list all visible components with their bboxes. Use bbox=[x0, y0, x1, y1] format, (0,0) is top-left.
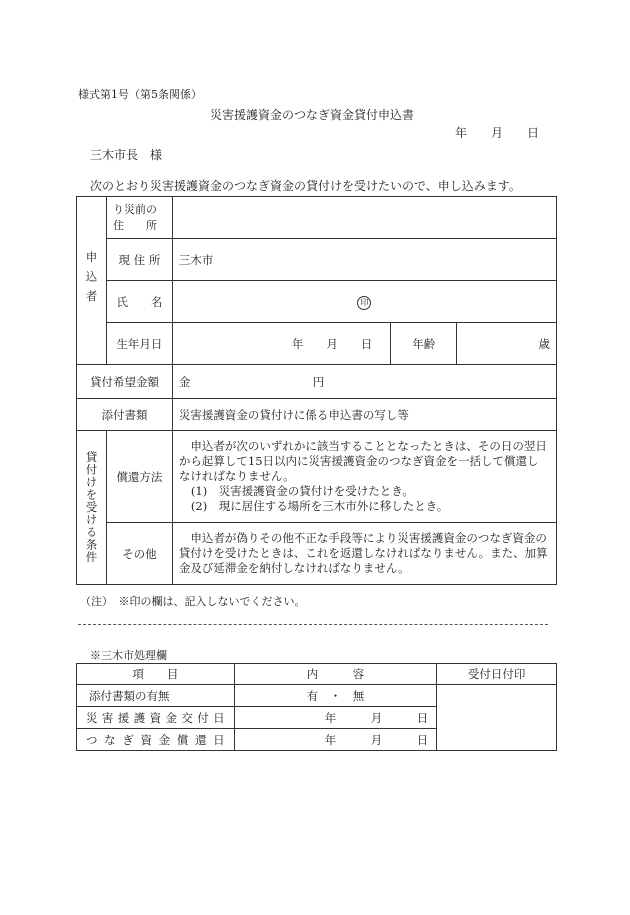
repayment-item-1: (1) 災害援護資金の貸付けを受けたとき。 bbox=[190, 484, 414, 498]
birthdate-label: 生年月日 bbox=[106, 323, 172, 365]
office-row-content[interactable]: 年 月 日 bbox=[234, 707, 437, 729]
current-address-field[interactable]: 三木市 bbox=[172, 239, 556, 281]
current-address-label: 現 住 所 bbox=[106, 239, 172, 281]
office-header-item: 項 目 bbox=[77, 664, 235, 685]
office-table bbox=[76, 663, 557, 751]
birthdate-field[interactable]: 年 月 日 bbox=[172, 323, 390, 365]
note: （注） ※印の欄は、記入しないでください。 bbox=[80, 595, 306, 608]
repayment-text-cell bbox=[172, 431, 556, 523]
repayment-text: 申込者が次のいずれかに該当することとなったときは、その日の翌日から起算して15日以内に災害援護資金のつなぎ資金を一括して償還しなければなりません。 bbox=[178, 439, 547, 483]
addressee: 三木市長 様 bbox=[90, 148, 163, 162]
repayment-item-2: (2) 現に居住する場所を三木市外に移したとき。 bbox=[190, 499, 449, 513]
age-label: 年齢 bbox=[391, 323, 457, 365]
office-row-item bbox=[77, 685, 235, 707]
reception-stamp-area[interactable] bbox=[437, 685, 557, 751]
pre-disaster-address-field[interactable] bbox=[172, 197, 556, 239]
cut-line bbox=[78, 624, 548, 625]
office-row-item-text: つなぎ資金償還日 bbox=[86, 732, 225, 747]
office-row-item bbox=[77, 707, 235, 729]
office-row-content[interactable]: 有 ・ 無 bbox=[234, 685, 437, 707]
document-title: 災害援護資金のつなぎ資金貸付申込書 bbox=[210, 108, 415, 122]
office-row-item-text: 添付書類の有無 bbox=[89, 688, 170, 703]
seal-mark: 印 bbox=[357, 296, 371, 310]
date-line[interactable]: 年 月 日 bbox=[455, 126, 540, 140]
office-section-title: ※三木市処理欄 bbox=[90, 649, 167, 662]
applicant-group-label: 申込者 bbox=[77, 197, 107, 365]
office-header-stamp: 受付日付印 bbox=[437, 664, 557, 685]
intro-text: 次のとおり災害援護資金のつなぎ資金の貸付けを受けたいので、申し込みます。 bbox=[90, 179, 521, 193]
age-field[interactable]: 歳 bbox=[457, 323, 557, 365]
office-row-item-text: 災害援護資金交付日 bbox=[86, 710, 225, 725]
repayment-label: 償還方法 bbox=[106, 431, 172, 523]
name-field[interactable] bbox=[172, 281, 556, 323]
attachment-label: 添付書類 bbox=[77, 399, 173, 431]
office-header-content: 内 容 bbox=[234, 664, 437, 685]
attachment-value: 災害援護資金の貸付けに係る申込書の写し等 bbox=[172, 399, 556, 431]
other-label: その他 bbox=[106, 523, 172, 585]
other-text-cell bbox=[172, 523, 556, 585]
application-table bbox=[76, 196, 557, 585]
office-row-content[interactable]: 年 月 日 bbox=[234, 729, 437, 751]
other-text: 申込者が偽りその他不正な手段等により災害援護資金のつなぎ資金の貸付けを受けたときは、これを返還しなければなりません。また、加算金及び延滞金を納付しなければなりません。 bbox=[178, 531, 548, 575]
amount-prefix: 金 bbox=[178, 374, 191, 389]
amount-unit: 円 bbox=[312, 374, 325, 389]
name-label: 氏 名 bbox=[106, 281, 172, 323]
office-row-item bbox=[77, 729, 235, 751]
pre-disaster-address-label: り災前の住 所 bbox=[106, 197, 172, 239]
form-number: 様式第1号（第5条関係） bbox=[78, 88, 202, 101]
conditions-group-label: 貸付けを受ける条件 bbox=[77, 431, 107, 585]
loan-amount-label: 貸付希望金額 bbox=[77, 365, 173, 399]
loan-amount-field[interactable] bbox=[172, 365, 556, 399]
